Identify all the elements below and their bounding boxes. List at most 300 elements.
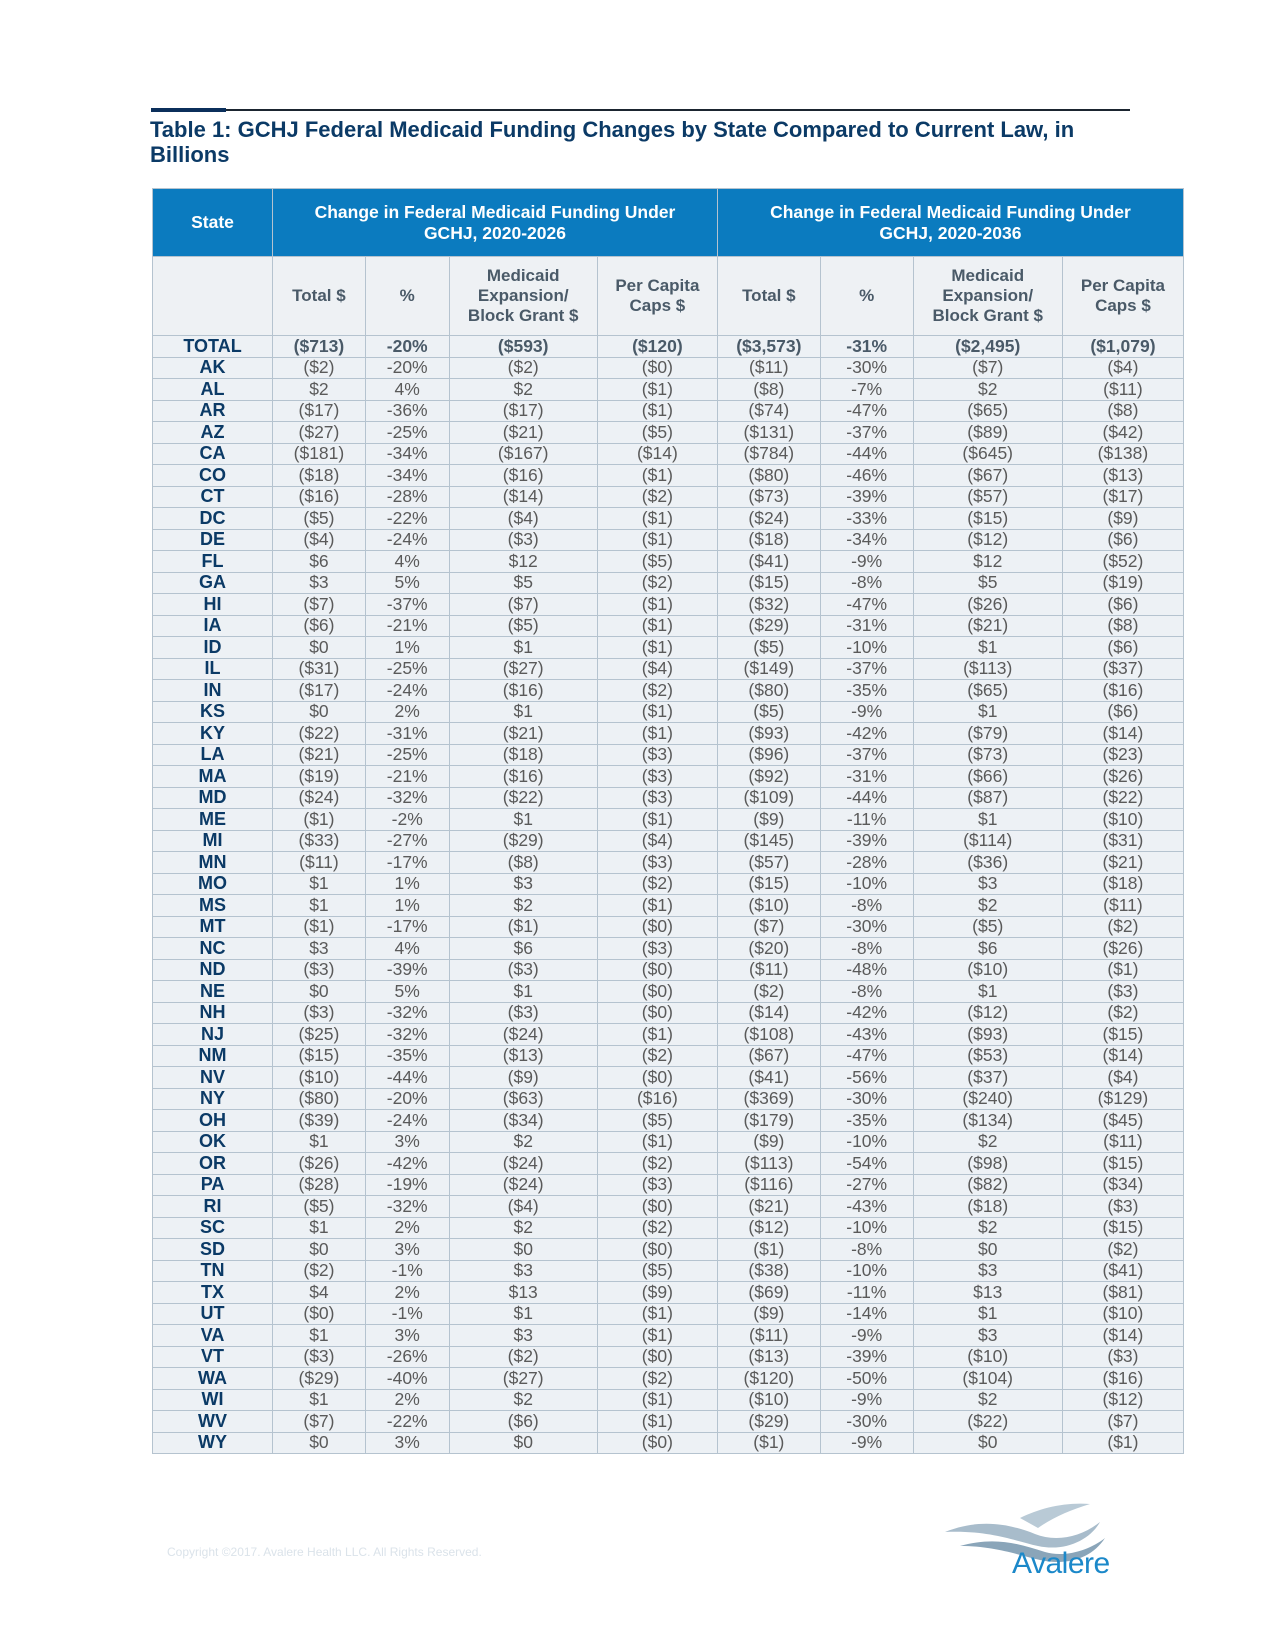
value-cell: $0 <box>273 637 366 659</box>
value-cell: ($120) <box>717 1368 820 1390</box>
value-cell: $0 <box>273 701 366 723</box>
value-cell: ($7) <box>273 594 366 616</box>
value-cell: ($11) <box>1062 1131 1183 1153</box>
value-cell: $12 <box>449 551 597 573</box>
value-cell: ($1) <box>597 1303 717 1325</box>
total-row <box>153 336 1184 358</box>
value-cell: $1 <box>449 809 597 831</box>
value-cell: 2% <box>365 1217 449 1239</box>
value-cell: ($5) <box>449 615 597 637</box>
value-cell: ($67) <box>913 465 1062 487</box>
value-cell: 3% <box>365 1325 449 1347</box>
value-cell: ($17) <box>273 680 366 702</box>
value-cell: $1 <box>273 1131 366 1153</box>
table-row <box>153 1045 1184 1067</box>
value-cell: ($18) <box>717 529 820 551</box>
value-cell: -11% <box>820 1282 913 1304</box>
value-cell: ($69) <box>717 1282 820 1304</box>
table-row <box>153 787 1184 809</box>
value-cell: ($45) <box>1062 1110 1183 1132</box>
value-cell: ($37) <box>1062 658 1183 680</box>
value-cell: -44% <box>820 787 913 809</box>
value-cell: -31% <box>820 766 913 788</box>
value-cell: -42% <box>820 1002 913 1024</box>
state-cell: AR <box>153 400 273 422</box>
value-cell: ($16) <box>597 1088 717 1110</box>
state-cell: ID <box>153 637 273 659</box>
state-cell: PA <box>153 1174 273 1196</box>
value-cell: ($87) <box>913 787 1062 809</box>
value-cell: -46% <box>820 465 913 487</box>
value-cell: $2 <box>449 379 597 401</box>
value-cell: ($28) <box>273 1174 366 1196</box>
value-cell: -32% <box>365 787 449 809</box>
value-cell: -47% <box>820 400 913 422</box>
state-cell: UT <box>153 1303 273 1325</box>
value-cell: ($138) <box>1062 443 1183 465</box>
value-cell: ($3) <box>597 1174 717 1196</box>
value-cell: ($63) <box>449 1088 597 1110</box>
value-cell: ($2) <box>273 1260 366 1282</box>
table-row <box>153 508 1184 530</box>
table-row <box>153 809 1184 831</box>
value-cell: ($0) <box>597 1432 717 1454</box>
subheader-pct-2026: % <box>365 257 449 336</box>
value-cell: -22% <box>365 508 449 530</box>
value-cell: ($10) <box>1062 809 1183 831</box>
state-cell: IL <box>153 658 273 680</box>
value-cell: 3% <box>365 1239 449 1261</box>
value-cell: ($113) <box>913 658 1062 680</box>
title-rule <box>151 109 1130 111</box>
value-cell: -37% <box>820 658 913 680</box>
value-cell: ($96) <box>717 744 820 766</box>
value-cell: ($80) <box>273 1088 366 1110</box>
value-cell: ($3) <box>597 938 717 960</box>
state-cell: WA <box>153 1368 273 1390</box>
value-cell: ($1) <box>717 1239 820 1261</box>
value-cell: -22% <box>365 1411 449 1433</box>
value-cell: $3 <box>449 873 597 895</box>
table-row <box>153 486 1184 508</box>
value-cell: ($7) <box>913 357 1062 379</box>
value-cell: $2 <box>449 1217 597 1239</box>
value-cell: -40% <box>365 1368 449 1390</box>
table-row <box>153 637 1184 659</box>
value-cell: -28% <box>365 486 449 508</box>
value-cell: -31% <box>820 615 913 637</box>
value-cell: $0 <box>449 1432 597 1454</box>
value-cell: ($4) <box>597 830 717 852</box>
state-cell: OR <box>153 1153 273 1175</box>
state-cell: LA <box>153 744 273 766</box>
state-cell: IA <box>153 615 273 637</box>
value-cell: ($16) <box>273 486 366 508</box>
value-cell: ($57) <box>913 486 1062 508</box>
state-cell: MO <box>153 873 273 895</box>
state-cell: CO <box>153 465 273 487</box>
value-cell: ($13) <box>449 1045 597 1067</box>
value-cell: $1 <box>273 895 366 917</box>
table-row <box>153 1002 1184 1024</box>
table-row <box>153 873 1184 895</box>
value-cell: $1 <box>449 981 597 1003</box>
value-cell: -8% <box>820 981 913 1003</box>
value-cell: ($6) <box>449 1411 597 1433</box>
table-row <box>153 1217 1184 1239</box>
value-cell: -25% <box>365 744 449 766</box>
value-cell: ($3) <box>449 529 597 551</box>
value-cell: -54% <box>820 1153 913 1175</box>
value-cell: ($26) <box>1062 938 1183 960</box>
value-cell: $2 <box>449 895 597 917</box>
value-cell: ($3) <box>1062 1196 1183 1218</box>
value-cell: ($240) <box>913 1088 1062 1110</box>
value-cell: ($113) <box>717 1153 820 1175</box>
value-cell: -8% <box>820 895 913 917</box>
table-row <box>153 658 1184 680</box>
value-cell: -20% <box>365 357 449 379</box>
state-cell: MA <box>153 766 273 788</box>
value-cell: ($8) <box>1062 615 1183 637</box>
value-cell: ($114) <box>913 830 1062 852</box>
title-rule-accent <box>151 108 226 112</box>
value-cell: -7% <box>820 379 913 401</box>
group-header-2026: Change in Federal Medicaid Funding Under GCHJ, 2020-2026 <box>273 189 718 257</box>
table-row <box>153 1239 1184 1261</box>
value-cell: ($19) <box>1062 572 1183 594</box>
value-cell: ($3) <box>597 766 717 788</box>
value-cell: -34% <box>365 465 449 487</box>
value-cell: 2% <box>365 701 449 723</box>
value-cell: ($80) <box>717 465 820 487</box>
value-cell: ($16) <box>1062 1368 1183 1390</box>
copyright-text: Copyright ©2017. Avalere Health LLC. All Rights Reserved. <box>167 1545 482 1559</box>
value-cell: ($0) <box>597 981 717 1003</box>
value-cell: -35% <box>365 1045 449 1067</box>
value-cell: ($3) <box>1062 1346 1183 1368</box>
value-cell: ($6) <box>1062 594 1183 616</box>
value-cell: $1 <box>449 1303 597 1325</box>
value-cell: -43% <box>820 1024 913 1046</box>
value-cell: -39% <box>365 959 449 981</box>
value-cell: 4% <box>365 938 449 960</box>
value-cell: $1 <box>913 1303 1062 1325</box>
value-cell: $3 <box>913 1260 1062 1282</box>
value-cell: 1% <box>365 637 449 659</box>
value-cell: -36% <box>365 400 449 422</box>
value-cell: -10% <box>820 873 913 895</box>
value-cell: -37% <box>820 422 913 444</box>
state-cell: NY <box>153 1088 273 1110</box>
value-cell: $1 <box>913 981 1062 1003</box>
value-cell: -56% <box>820 1067 913 1089</box>
table-row <box>153 744 1184 766</box>
value-cell: ($10) <box>913 959 1062 981</box>
value-cell: ($4) <box>597 658 717 680</box>
value-cell: ($32) <box>717 594 820 616</box>
value-cell: ($22) <box>1062 787 1183 809</box>
value-cell: ($0) <box>597 1346 717 1368</box>
value-cell: $1 <box>913 701 1062 723</box>
value-cell: ($1) <box>597 615 717 637</box>
value-cell: $1 <box>273 1217 366 1239</box>
value-cell: -21% <box>365 766 449 788</box>
value-cell: $0 <box>273 1239 366 1261</box>
state-cell: KY <box>153 723 273 745</box>
subheader-caps-2026: Per Capita Caps $ <box>597 257 717 336</box>
value-cell: $0 <box>273 1432 366 1454</box>
value-cell: ($1) <box>717 1432 820 1454</box>
value-cell: ($6) <box>1062 529 1183 551</box>
value-cell: ($5) <box>717 637 820 659</box>
value-cell: ($120) <box>597 336 717 358</box>
value-cell: ($17) <box>273 400 366 422</box>
value-cell: -42% <box>820 723 913 745</box>
value-cell: ($3) <box>273 959 366 981</box>
value-cell: -1% <box>365 1303 449 1325</box>
value-cell: ($27) <box>449 658 597 680</box>
value-cell: ($116) <box>717 1174 820 1196</box>
state-cell: OH <box>153 1110 273 1132</box>
value-cell: ($23) <box>1062 744 1183 766</box>
state-cell: MS <box>153 895 273 917</box>
value-cell: ($6) <box>1062 637 1183 659</box>
value-cell: ($4) <box>273 529 366 551</box>
value-cell: -1% <box>365 1260 449 1282</box>
value-cell: ($0) <box>597 1067 717 1089</box>
state-cell: KS <box>153 701 273 723</box>
value-cell: ($149) <box>717 658 820 680</box>
value-cell: ($1) <box>597 379 717 401</box>
value-cell: $3 <box>449 1325 597 1347</box>
value-cell: ($53) <box>913 1045 1062 1067</box>
value-cell: ($1) <box>597 809 717 831</box>
state-cell: MT <box>153 916 273 938</box>
value-cell: ($2) <box>597 1045 717 1067</box>
value-cell: ($29) <box>717 1411 820 1433</box>
value-cell: $3 <box>273 572 366 594</box>
value-cell: -10% <box>820 637 913 659</box>
value-cell: ($34) <box>449 1110 597 1132</box>
value-cell: ($0) <box>273 1303 366 1325</box>
value-cell: $2 <box>913 1217 1062 1239</box>
value-cell: ($15) <box>913 508 1062 530</box>
value-cell: -10% <box>820 1260 913 1282</box>
value-cell: ($179) <box>717 1110 820 1132</box>
value-cell: ($15) <box>273 1045 366 1067</box>
value-cell: ($29) <box>273 1368 366 1390</box>
value-cell: $2 <box>449 1389 597 1411</box>
value-cell: -35% <box>820 680 913 702</box>
value-cell: -14% <box>820 1303 913 1325</box>
value-cell: ($3) <box>597 744 717 766</box>
value-cell: -8% <box>820 1239 913 1261</box>
value-cell: ($74) <box>717 400 820 422</box>
value-cell: ($7) <box>449 594 597 616</box>
value-cell: -37% <box>820 744 913 766</box>
state-subheader-blank <box>153 257 273 336</box>
value-cell: ($9) <box>449 1067 597 1089</box>
table-row <box>153 766 1184 788</box>
value-cell: ($5) <box>597 422 717 444</box>
value-cell: $1 <box>273 1325 366 1347</box>
value-cell: ($1) <box>597 529 717 551</box>
state-cell: GA <box>153 572 273 594</box>
table-row <box>153 680 1184 702</box>
value-cell: ($15) <box>1062 1217 1183 1239</box>
table-row <box>153 1110 1184 1132</box>
state-cell: CT <box>153 486 273 508</box>
value-cell: ($92) <box>717 766 820 788</box>
value-cell: ($369) <box>717 1088 820 1110</box>
value-cell: -9% <box>820 551 913 573</box>
value-cell: -25% <box>365 658 449 680</box>
value-cell: ($80) <box>717 680 820 702</box>
value-cell: ($2,495) <box>913 336 1062 358</box>
value-cell: ($2) <box>597 1153 717 1175</box>
value-cell: $2 <box>449 1131 597 1153</box>
value-cell: ($11) <box>273 852 366 874</box>
value-cell: ($29) <box>449 830 597 852</box>
value-cell: -10% <box>820 1217 913 1239</box>
value-cell: ($1) <box>597 723 717 745</box>
table-row <box>153 551 1184 573</box>
value-cell: -30% <box>820 1088 913 1110</box>
value-cell: ($3) <box>273 1002 366 1024</box>
state-cell: ND <box>153 959 273 981</box>
value-cell: ($9) <box>717 809 820 831</box>
value-cell: ($16) <box>1062 680 1183 702</box>
value-cell: -42% <box>365 1153 449 1175</box>
value-cell: ($52) <box>1062 551 1183 573</box>
state-cell: WI <box>153 1389 273 1411</box>
value-cell: ($66) <box>913 766 1062 788</box>
state-cell: AL <box>153 379 273 401</box>
table-row <box>153 572 1184 594</box>
value-cell: ($15) <box>717 873 820 895</box>
value-cell: ($14) <box>1062 1325 1183 1347</box>
value-cell: -43% <box>820 1196 913 1218</box>
value-cell: ($16) <box>449 680 597 702</box>
state-cell: WY <box>153 1432 273 1454</box>
value-cell: ($1) <box>597 701 717 723</box>
value-cell: ($21) <box>913 615 1062 637</box>
table-row <box>153 1260 1184 1282</box>
subheader-total-2026: Total $ <box>273 257 366 336</box>
value-cell: $1 <box>449 701 597 723</box>
value-cell: ($37) <box>913 1067 1062 1089</box>
value-cell: ($1) <box>1062 1432 1183 1454</box>
value-cell: ($9) <box>1062 508 1183 530</box>
table-row <box>153 852 1184 874</box>
value-cell: -19% <box>365 1174 449 1196</box>
value-cell: $1 <box>273 873 366 895</box>
table-row <box>153 529 1184 551</box>
value-cell: ($73) <box>717 486 820 508</box>
value-cell: ($12) <box>913 1002 1062 1024</box>
value-cell: ($2) <box>1062 1002 1183 1024</box>
value-cell: $3 <box>449 1260 597 1282</box>
value-cell: ($22) <box>913 1411 1062 1433</box>
value-cell: ($18) <box>1062 873 1183 895</box>
value-cell: ($65) <box>913 400 1062 422</box>
state-cell: TX <box>153 1282 273 1304</box>
value-cell: ($2) <box>597 1368 717 1390</box>
table-row <box>153 379 1184 401</box>
value-cell: ($145) <box>717 830 820 852</box>
table-row <box>153 1067 1184 1089</box>
value-cell: ($17) <box>449 400 597 422</box>
value-cell: ($2) <box>1062 916 1183 938</box>
table-row <box>153 1368 1184 1390</box>
value-cell: -9% <box>820 1325 913 1347</box>
value-cell: ($9) <box>717 1303 820 1325</box>
value-cell: ($5) <box>273 508 366 530</box>
value-cell: -48% <box>820 959 913 981</box>
value-cell: -11% <box>820 809 913 831</box>
value-cell: ($21) <box>1062 852 1183 874</box>
table-row <box>153 1389 1184 1411</box>
value-cell: $6 <box>273 551 366 573</box>
value-cell: -39% <box>820 486 913 508</box>
value-cell: ($34) <box>1062 1174 1183 1196</box>
value-cell: ($1) <box>597 1131 717 1153</box>
value-cell: -27% <box>820 1174 913 1196</box>
value-cell: ($57) <box>717 852 820 874</box>
table-row <box>153 1196 1184 1218</box>
value-cell: ($29) <box>717 615 820 637</box>
value-cell: -44% <box>365 1067 449 1089</box>
value-cell: $1 <box>913 809 1062 831</box>
value-cell: ($4) <box>1062 1067 1183 1089</box>
value-cell: ($8) <box>717 379 820 401</box>
table-row <box>153 701 1184 723</box>
value-cell: ($0) <box>597 1196 717 1218</box>
state-cell: VT <box>153 1346 273 1368</box>
value-cell: $6 <box>913 938 1062 960</box>
value-cell: ($13) <box>717 1346 820 1368</box>
value-cell: ($12) <box>913 529 1062 551</box>
value-cell: ($22) <box>273 723 366 745</box>
value-cell: $1 <box>913 637 1062 659</box>
value-cell: 5% <box>365 572 449 594</box>
value-cell: ($14) <box>717 1002 820 1024</box>
value-cell: ($24) <box>717 508 820 530</box>
value-cell: -39% <box>820 1346 913 1368</box>
value-cell: ($1) <box>449 916 597 938</box>
table-row <box>153 895 1184 917</box>
value-cell: ($3) <box>597 852 717 874</box>
value-cell: ($2) <box>597 486 717 508</box>
value-cell: ($10) <box>273 1067 366 1089</box>
value-cell: ($20) <box>717 938 820 960</box>
value-cell: ($26) <box>913 594 1062 616</box>
value-cell: ($21) <box>449 422 597 444</box>
value-cell: $3 <box>273 938 366 960</box>
value-cell: $3 <box>913 873 1062 895</box>
value-cell: -20% <box>365 1088 449 1110</box>
value-cell: ($73) <box>913 744 1062 766</box>
value-cell: ($3) <box>449 1002 597 1024</box>
value-cell: 4% <box>365 551 449 573</box>
value-cell: ($42) <box>1062 422 1183 444</box>
subheader-total-2036: Total $ <box>717 257 820 336</box>
value-cell: ($16) <box>449 766 597 788</box>
value-cell: -10% <box>820 1131 913 1153</box>
value-cell: ($5) <box>597 551 717 573</box>
state-cell: TOTAL <box>153 336 273 358</box>
